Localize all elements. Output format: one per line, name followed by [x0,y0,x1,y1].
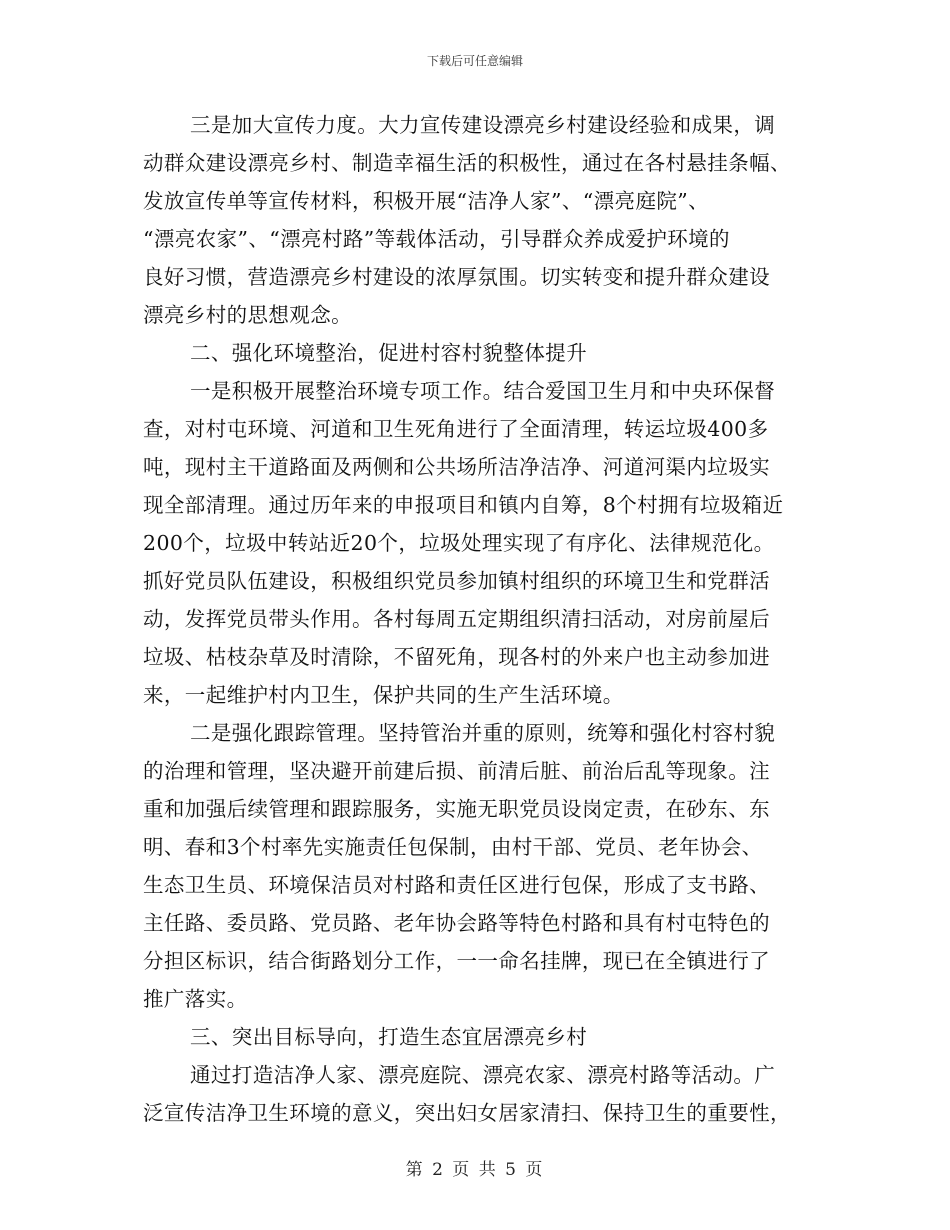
paragraph-line: 一是积极开展整治环境专项工作。结合爱国卫生月和中央环保督 [190,379,776,403]
paragraph-line: 通过打造洁净人家、漂亮庭院、漂亮农家、漂亮村路等活动。广 [190,1063,776,1087]
paragraph-line: 良好习惯，营造漂亮乡村建设的浓厚氛围。切实转变和提升群众建设 [143,265,770,289]
paragraph-line: 漂亮乡村的思想观念。 [143,303,352,327]
paragraph-line: 推广落实。 [143,987,248,1011]
paragraph-line: 发放宣传单等宣传材料，积极开展“洁净人家”、“漂亮庭院”、 [143,189,710,213]
paragraph-line: 泛宣传洁净卫生环境的意义，突出妇女居家清扫、保持卫生的重要性， [143,1101,791,1125]
section-heading: 三、突出目标导向，打造生态宜居漂亮乡村 [190,1025,588,1049]
document-body [143,106,807,1132]
paragraph-line: 重和加强后续管理和跟踪服务，实施无职党员设岗定责，在砂东、东 [143,797,770,821]
paragraph-line: 200个，垃圾中转站近20个，垃圾处理实现了有序化、法律规范化。 [143,531,775,555]
paragraph-line: 三是加大宣传力度。大力宣传建设漂亮乡村建设经验和成果，调 [190,113,776,137]
paragraph-line: 吨，现村主干道路面及两侧和公共场所洁净洁净、河道河渠内垃圾实 [143,455,770,479]
paragraph-line: 二是强化跟踪管理。坚持管治并重的原则，统筹和强化村容村貌 [190,721,776,745]
paragraph-line: 抓好党员队伍建设，积极组织党员参加镇村组织的环境卫生和党群活 [143,569,770,593]
paragraph-line: 生态卫生员、环境保洁员对村路和责任区进行包保，形成了支书路、 [143,873,770,897]
page-indicator: 第 2 页 共 5 页 [405,1160,545,1180]
paragraph-line: 动，发挥党员带头作用。各村每周五定期组织清扫活动，对房前屋后 [143,607,770,631]
paragraph-line: 的治理和管理，坚决避开前建后损、前清后脏、前治后乱等现象。注 [143,759,770,783]
paragraph-line: 垃圾、枯枝杂草及时清除，不留死角，现各村的外来户也主动参加进 [143,645,770,669]
paragraph-line: 查，对村屯环境、河道和卫生死角进行了全面清理，转运垃圾400多 [143,417,769,441]
paragraph-line: 分担区标识，结合街路划分工作，一一命名挂牌，现已在全镇进行了 [143,949,770,973]
paragraph-line: 主任路、委员路、党员路、老年协会路等特色村路和具有村屯特色的 [143,911,770,935]
header-note: 下载后可任意编辑 [426,54,523,68]
paragraph-line: 现全部清理。通过历年来的申报项目和镇内自筹，8个村拥有垃圾箱近 [143,493,784,517]
paragraph-line: 动群众建设漂亮乡村、制造幸福生活的积极性，通过在各村悬挂条幅、 [143,151,791,175]
paragraph-line: 来，一起维护村内卫生，保护共同的生产生活环境。 [143,683,624,707]
paragraph-line: 明、春和3个村率先实施责任包保制，由村干部、党员、老年协会、 [143,835,763,859]
paragraph-line: “漂亮农家”、“漂亮村路”等载体活动，引导群众养成爱护环境的 [143,227,730,251]
section-heading: 二、强化环境整治，促进村容村貌整体提升 [190,341,588,365]
